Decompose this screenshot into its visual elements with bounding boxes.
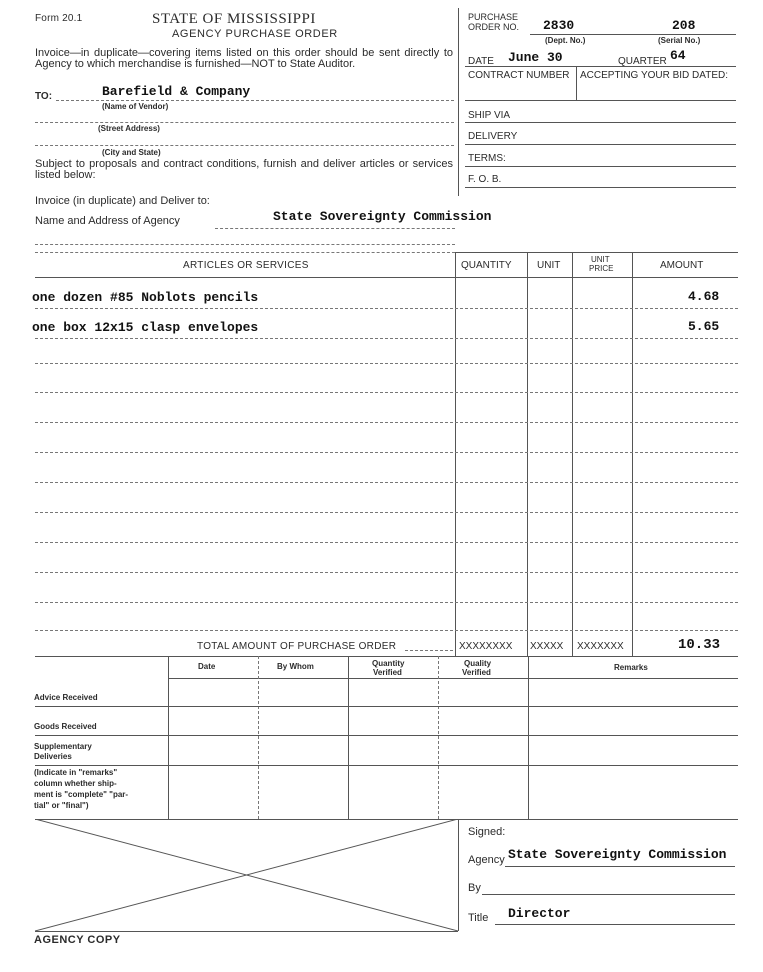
crossed-out-box (35, 819, 458, 931)
po-number-line (530, 34, 736, 35)
table-row-line (35, 392, 738, 393)
date-value: June 30 (508, 50, 563, 65)
unit-header: UNIT (537, 260, 561, 271)
receipt-col-date (168, 656, 169, 819)
unit-price-header-1: UNIT (591, 255, 610, 264)
table-row-line (35, 542, 738, 543)
table-row-2-amount: 5.65 (688, 319, 720, 334)
fob-label: F. O. B. (468, 174, 502, 185)
delivery-line (465, 144, 736, 145)
agency-line-2 (35, 244, 455, 245)
agency-copy-label: AGENCY COPY (34, 934, 121, 946)
serial-caption: (Serial No.) (658, 36, 701, 45)
table-row-line (35, 422, 738, 423)
quality-verified-header-1: Quality (464, 659, 492, 668)
date-label: DATE (468, 56, 494, 67)
table-row-line (35, 338, 738, 339)
table-row-line (35, 308, 738, 309)
unit-price-header-2: PRICE (589, 264, 614, 273)
remarks-header: Remarks (614, 663, 648, 672)
vendor-line (56, 100, 454, 101)
col-divider-unit (527, 252, 528, 657)
vendor-name: Barefield & Company (102, 84, 251, 99)
total-unit-mask: XXXXX (530, 641, 564, 652)
quality-verified-header-2: Verified (462, 668, 491, 677)
table-row-1-amount: 4.68 (688, 289, 720, 304)
state-title: STATE OF MISSISSIPPI (152, 11, 316, 27)
serial-number: 208 (672, 18, 696, 33)
remarks-note-4: tial" or "final") (34, 801, 89, 810)
articles-header: ARTICLES OR SERVICES (183, 260, 309, 271)
receipt-col-qty (348, 656, 349, 819)
date-line (465, 66, 736, 67)
dept-number: 2830 (543, 18, 575, 33)
agency-line (215, 228, 455, 229)
table-row-line (35, 572, 738, 573)
form-number: Form 20.1 (35, 13, 83, 24)
table-row-line (35, 482, 738, 483)
amount-header: AMOUNT (660, 260, 704, 271)
ship-via-label: SHIP VIA (468, 110, 511, 121)
table-row-line (35, 630, 738, 631)
supplementary-label-1: Supplementary (34, 742, 92, 751)
table-row-line (35, 363, 738, 364)
vendor-name-caption: (Name of Vendor) (102, 102, 169, 111)
col-divider-amount (632, 252, 633, 657)
total-label: TOTAL AMOUNT OF PURCHASE ORDER (197, 641, 397, 652)
signature-divider (458, 819, 459, 931)
advice-received-label: Advice Received (34, 693, 98, 702)
goods-received-label: Goods Received (34, 722, 97, 731)
city-line (35, 145, 454, 146)
total-quantity-mask: XXXXXXXX (459, 641, 513, 652)
receipt-header-line (168, 678, 738, 679)
po-label-2: ORDER NO. (468, 22, 520, 32)
fob-line (465, 187, 736, 188)
delivery-label: DELIVERY (468, 131, 518, 142)
quantity-verified-header-2: Verified (373, 668, 402, 677)
city-caption: (City and State) (102, 148, 161, 157)
remarks-note-3: ment is "complete" "par- (34, 790, 129, 799)
remarks-note-2: column whether ship- (34, 779, 117, 788)
dept-caption: (Dept. No.) (545, 36, 586, 45)
agency-name-label: Name and Address of Agency (35, 215, 180, 227)
advice-line (35, 706, 738, 707)
header-divider (458, 8, 459, 196)
po-label-1: PURCHASE (468, 12, 519, 22)
title-label: Title (468, 912, 489, 924)
goods-line (35, 735, 738, 736)
contract-number-label: CONTRACT NUMBER (468, 70, 570, 81)
total-amount: 10.33 (678, 637, 721, 653)
receipt-col-quality (438, 656, 439, 819)
instructions-text: Invoice—in duplicate—covering items listed on this order should be sent directly to Agency to which merchandise is furnished—NOT to State Auditor. (35, 47, 453, 70)
sig-agency-label: Agency (468, 854, 505, 866)
total-line (35, 656, 738, 657)
to-label: TO: (35, 91, 53, 102)
receipt-date-header: Date (198, 662, 216, 671)
receipt-by-whom-header: By Whom (277, 662, 314, 671)
table-top-line (455, 252, 738, 253)
quantity-verified-header-1: Quantity (372, 659, 405, 668)
quarter-value: 64 (670, 48, 686, 63)
table-row-2-article: one box 12x15 clasp envelopes (32, 320, 259, 335)
by-line (482, 894, 735, 895)
crossed-box-bottom (35, 931, 458, 932)
table-top-dash (35, 252, 455, 253)
invoice-deliver-label: Invoice (in duplicate) and Deliver to: (35, 195, 210, 207)
quantity-header: QUANTITY (461, 260, 512, 271)
terms-label: TERMS: (468, 153, 506, 164)
table-row-line (35, 512, 738, 513)
supplementary-line (35, 765, 738, 766)
col-divider-price (572, 252, 573, 657)
table-row-1-article: one dozen #85 Noblots pencils (32, 290, 259, 305)
signed-label: Signed: (468, 826, 506, 838)
total-price-mask: XXXXXXX (577, 641, 624, 652)
title-line (495, 924, 735, 925)
street-caption: (Street Address) (98, 124, 160, 133)
receipt-col-by-whom (258, 656, 259, 819)
contract-line (465, 100, 736, 101)
agency-name-value: State Sovereignty Commission (273, 209, 492, 224)
ship-via-line (465, 122, 736, 123)
contract-divider (576, 66, 577, 100)
remarks-note-1: (Indicate in "remarks" (34, 768, 118, 777)
by-label: By (468, 882, 481, 894)
receipt-col-remarks (528, 656, 529, 819)
sig-agency-line (505, 866, 735, 867)
quarter-label: QUARTER (618, 56, 667, 67)
accepting-bid-label: ACCEPTING YOUR BID DATED: (580, 70, 728, 81)
table-row-line (35, 452, 738, 453)
total-leader (405, 650, 453, 651)
sig-agency-value: State Sovereignty Commission (508, 847, 727, 862)
table-row-line (35, 602, 738, 603)
form-title: AGENCY PURCHASE ORDER (172, 28, 338, 40)
col-divider-quantity (455, 252, 456, 657)
subject-text: Subject to proposals and contract conditions, furnish and deliver articles or services listed below: (35, 158, 453, 181)
street-line (35, 122, 454, 123)
title-value: Director (508, 906, 571, 921)
supplementary-label-2: Deliveries (34, 752, 72, 761)
terms-line (465, 166, 736, 167)
